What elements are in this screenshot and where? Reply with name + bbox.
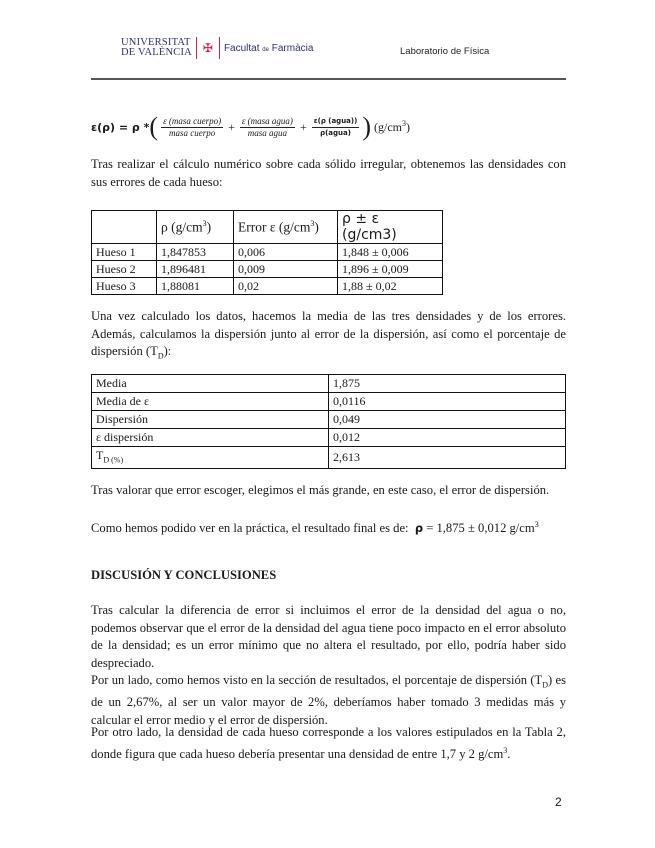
university-name: UNIVERSITAT DE VALÈNCIA xyxy=(121,37,192,58)
paragraph-final-result: Como hemos podido ver en la práctica, el resultado final es de: ρ = 1,875 ± 0,012 $g/cm^3$ xyxy=(91,520,539,536)
paragraph-dispersion: Por un lado, como hemos visto en la sección de resultados, el porcentaje de dispersión $(T_D)$ es de un 2,67%, al ser un valor mayor de 2%, deberíamos haber tomado 3 medidas más y calcular el error medio y el error de dispersión. xyxy=(91,673,566,727)
university-logo xyxy=(121,37,313,59)
table-row: ε dispersión 0,012 xyxy=(92,429,566,447)
table-header-cell: ρ $(g/cm^3)$ xyxy=(157,211,234,244)
section-heading: DISCUSIÓN Y CONCLUSIONES xyxy=(91,568,277,582)
table-header-cell: ρ ± ε (g/cm3) xyxy=(338,211,443,244)
table-header-cell xyxy=(92,211,157,244)
table-row: Media 1,875 xyxy=(92,375,566,393)
header-divider xyxy=(91,78,566,80)
paragraph-water-error: Tras calcular la diferencia de error si incluimos el error de la densidad del agua o no, podemos observar que el error de la densidad del agua tiene poco impacto en el error absoluto de la densidad; es un error mínimo que no altera el resultado, por ello, podría haber sido despreciado. xyxy=(91,603,566,670)
page-number: 2 xyxy=(555,795,562,809)
paragraph-mean-dispersion: Una vez calculado los datos, hacemos la media de las tres densidades y de los errores. Además, calculamos la dispersión junto al error de la dispersión, así como el porcentaje de dispersión $(T_D)$: xyxy=(91,309,566,361)
paragraph-calculation-intro: Tras realizar el cálculo numérico sobre cada sólido irregular, obtenemos las densidades con sus errores de cada hueso: xyxy=(91,157,566,189)
table-row: Hueso 3 1,88081 0,02 1,88 ± 0,02 xyxy=(92,278,443,295)
table-row: Media de ε 0,0116 xyxy=(92,393,566,411)
table-header-row xyxy=(92,211,443,244)
paragraph-density-range: Por otro lado, la densidad de cada hueso corresponde a los valores estipulados en la Tabla 2, donde figura que cada hueso debería presentar una densidad de entre 1,7 y 2 $g/cm^3$. xyxy=(91,725,566,761)
formula-lhs: ε(ρ) = ρ * xyxy=(91,120,150,134)
formula-unit: $(g/cm^3)$ xyxy=(373,119,410,134)
faculty-name: Facultat de Farmàcia xyxy=(223,42,314,54)
page-header xyxy=(0,0,655,82)
table-row: Dispersión 0,049 xyxy=(92,411,566,429)
paragraph-error-choice: Tras valorar que error escoger, elegimos el más grande, en este caso, el error de dispersión. xyxy=(91,483,550,497)
fraction-body-mass: $\frac{\text{ε (masa cuerpo)}}{\text{masa cuerpo}}$ xyxy=(163,115,222,138)
density-table xyxy=(91,210,443,295)
table-header-cell: Error ε $(g/cm^3)$ xyxy=(234,211,338,244)
seal-icon: ✠ xyxy=(196,37,220,59)
lab-title: Laboratorio de Física xyxy=(400,46,490,57)
fraction-water-density: $\frac{\text{ε(ρ (agua))}}{\text{ρ(agua)}}$ xyxy=(313,116,358,137)
statistics-table xyxy=(91,374,566,469)
table-row: $T_{D (\%)}$ 2,613 xyxy=(92,447,566,469)
table-row: Hueso 2 1,896481 0,009 1,896 ± 0,009 xyxy=(92,261,443,278)
error-formula: ε(ρ) = ρ * ( $\frac{\text{ε (masa cuerpo)}}{\text{masa cuerpo}}$ + $\frac{\text{ε (masa agua)}}{\text{masa agua}}$ + $\frac{\text{ε(ρ (agua))}}{\text{ρ(agua)}}$ ) $(g/cm^3)$ xyxy=(91,112,410,141)
table-row: Hueso 1 1,847853 0,006 1,848 ± 0,006 xyxy=(92,244,443,261)
fraction-water-mass: $\frac{\text{ε (masa agua)}}{\text{masa agua}}$ xyxy=(241,115,293,138)
